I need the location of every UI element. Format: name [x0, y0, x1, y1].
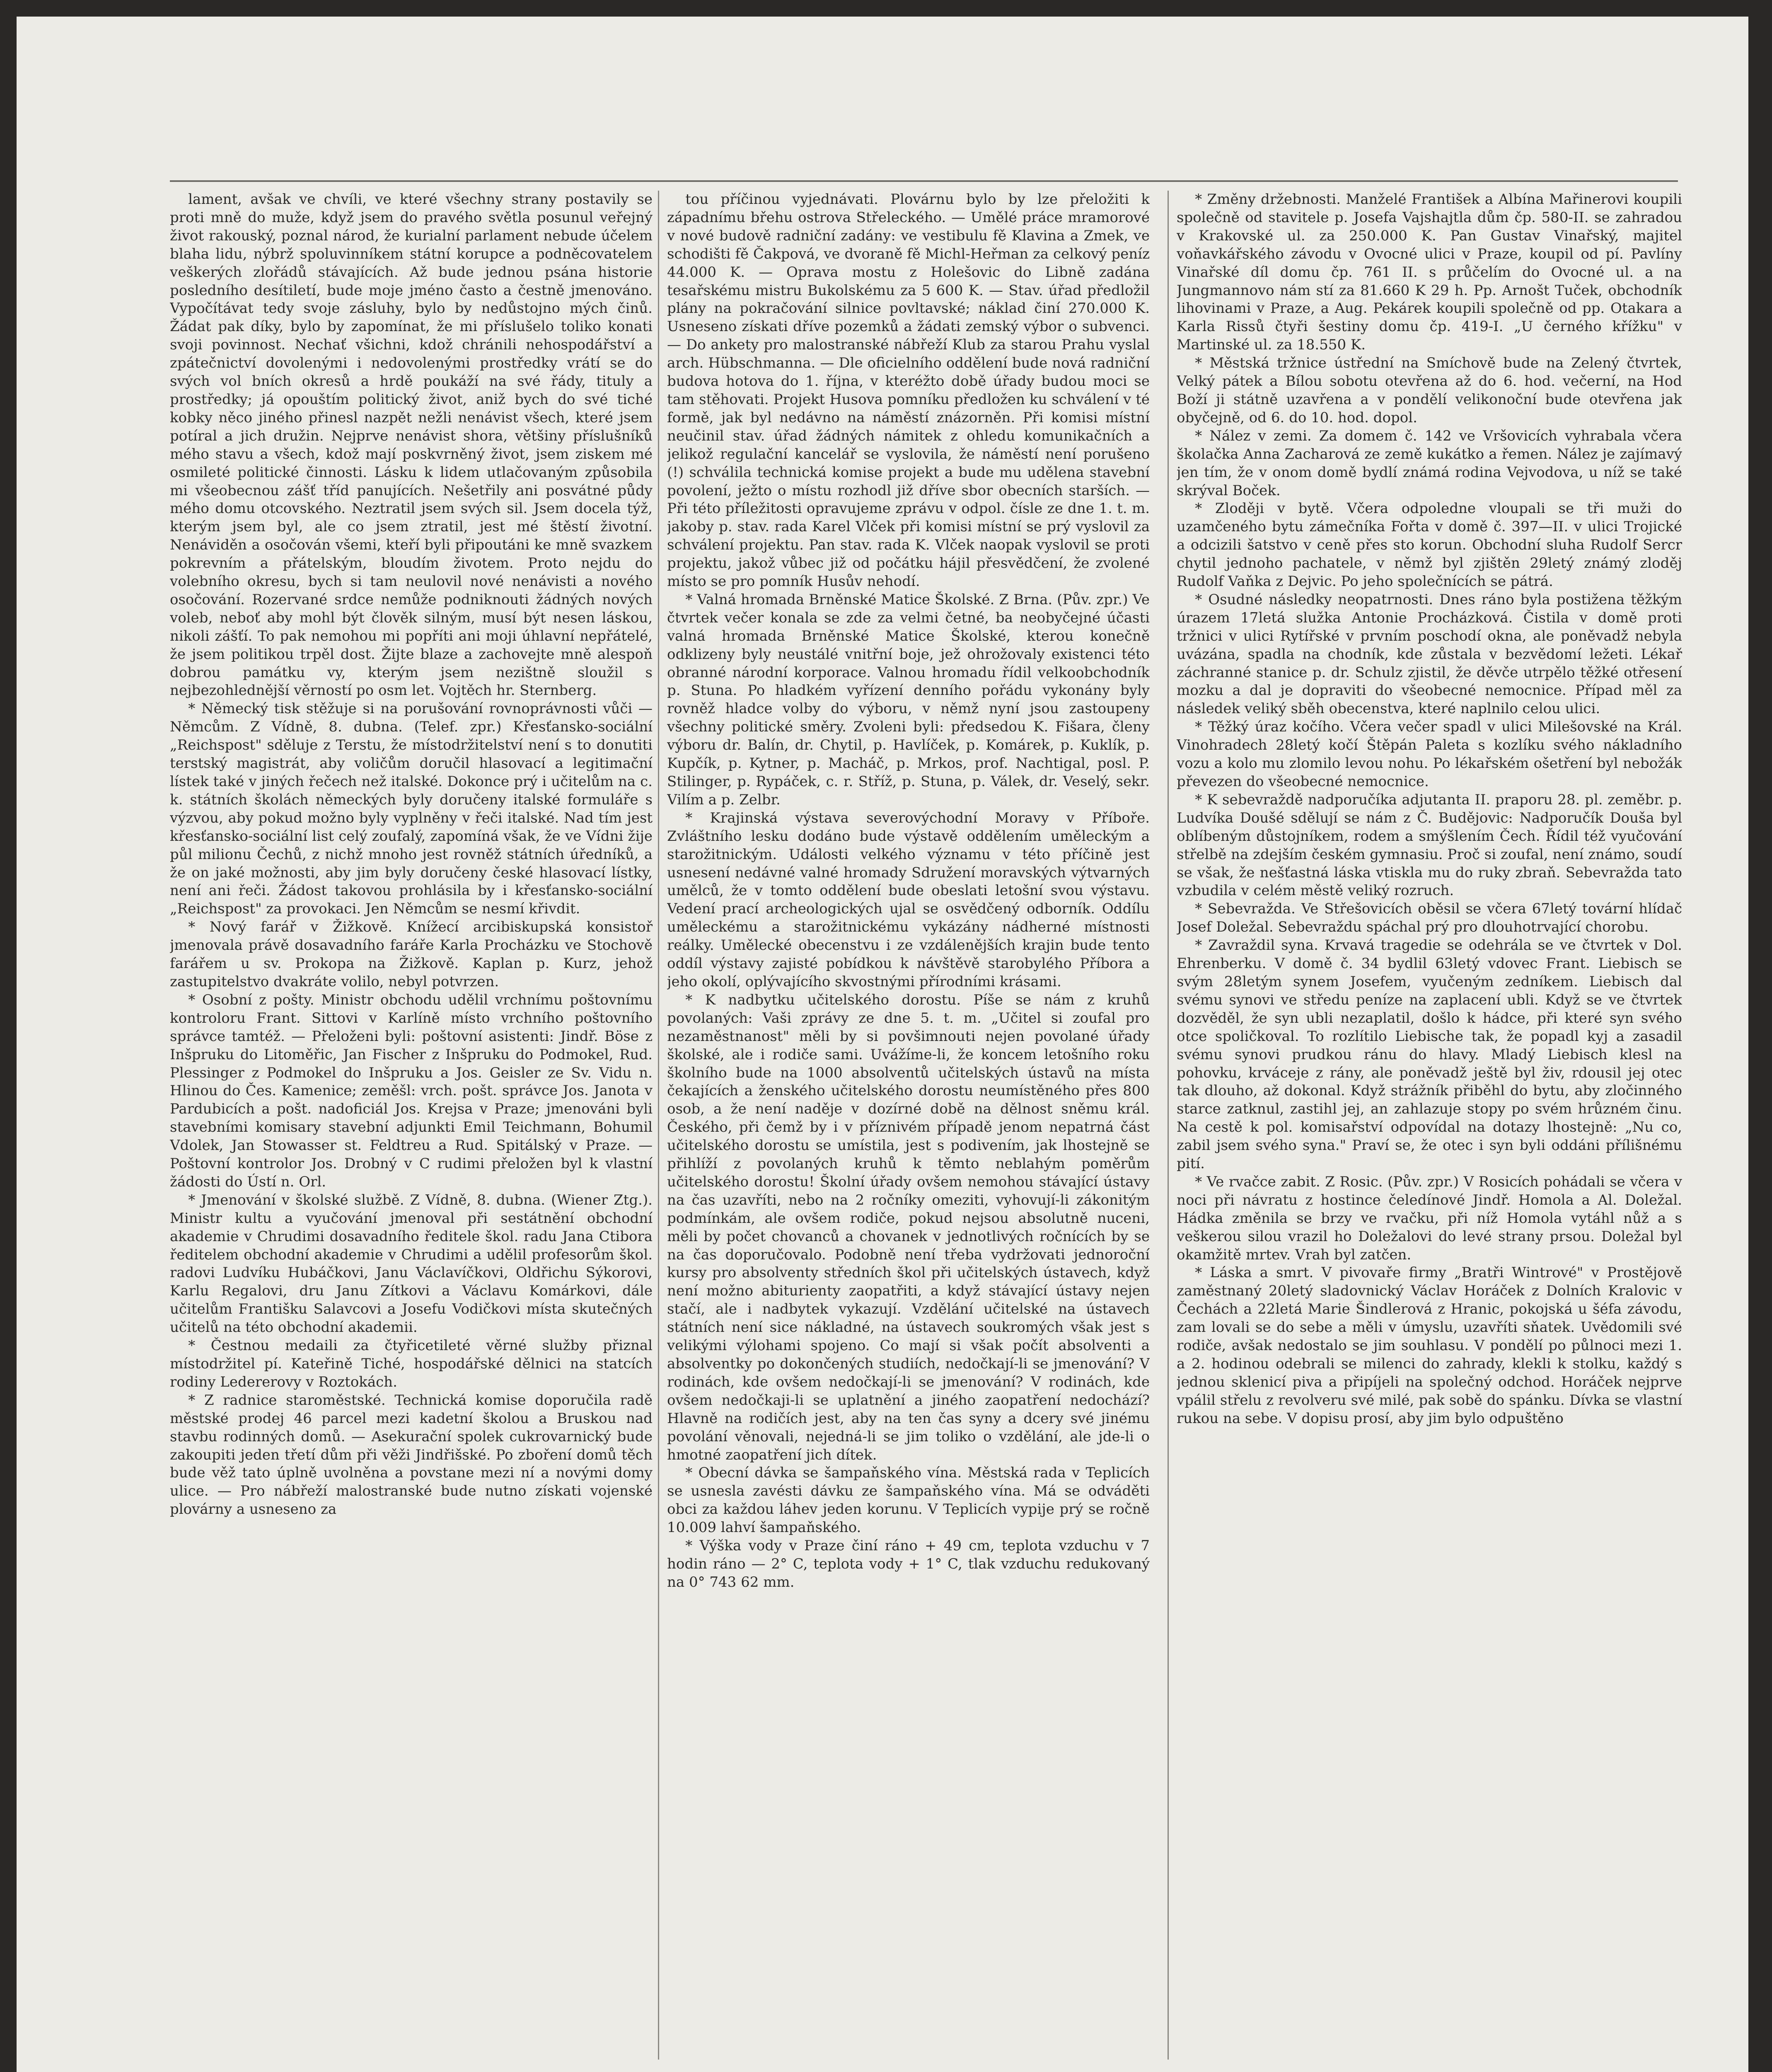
article-vyska-vody: * Výška vody v Praze činí ráno + 49 cm, teplota vzduchu v 7 hodin ráno — 2° C, teplota vody + 1° C, tlak vzduchu redukovaný na 0° 743 62 mm. [667, 1537, 1150, 1590]
article-tezky-uraz: * Těžký úraz kočího. Včera večer spadl v ulici Milešovské na Král. Vinohradech 28letý kočí Štěpán Paleta s kozlíku svého nákladního vozu a kolo mu zlomilo levou nohu. Po lékařském ošetření byl nebožák převezen do všeobecné nemocnice. [1177, 719, 1682, 790]
article-davka-sampanske: * Obecní dávka se šampaňského vína. Městská rada v Teplicích se usnesla zavésti dávku ze šampaňského vína. Má se odváděti obci za každou láhev jeden korunu. V Teplicích vypije prý se ročně 10.009 lahví šampaňského. [667, 1464, 1150, 1536]
article-osudne-nasledky: * Osudné následky neopatrnosti. Dnes ráno byla postižena těžkým úrazem 17letá služka Antonie Procházková. Čistila v domě proti tržnici v ulici Rytířské v prvním poschodí okna, ale poněvadž nebyla uvázána, spadla na chodník, kde zůstala v bezvědomí ležeti. Lékař záchranné stanice p. dr. Schulz zjistil, že děvče utrpělo těžké otřesení mozku a dal je dopraviti do všeobecné nemocnice. Případ měl za následek veliký sběh obecenstva, které naplnilo celou ulici. [1177, 591, 1682, 717]
article-ucitelsky-dorost: * K nadbytku učitelského dorostu. Píše se nám z kruhů povolaných: Vaši zprávy ze dne 5. t. m. „Učitel si zoufal pro nezaměstnanost" měli by si povšimnouti nejen povolané úřady školské, ale i rodiče sami. Uvážíme-li, že koncem letošního roku školního bude na 1000 absolventů učitelských ústavů na místa čekajících a ženského učitelského dorostu neumístěného přes 800 osob, a že není naděje v dozírné době na dělnost sněmu král. Českého, při čemž by i v příznivém případě jenom nepatrná část učitelského dorostu se umístila, jest s podivením, jak lhostejně se přihlíží z povolaných kruhů k těmto neblahým poměrům učitelského dorostu! Školní úřady ovšem nemohou stávající ústavy na čas uzavříti, nebo na 2 ročníky omeziti, vyhovují-li zákonitým podmínkám, ale ovšem rodiče, pokud nejsou absolutně nuceni, měli by počet chovanců a chovanek v jednotlivých ročnících by se na čas doporučovalo. Podobně není třeba vydržovati jednoroční kursy pro absolventy středních škol při učitelských ústavech, když není možno abiturienty zaopatřiti, a když stávající ústavy nejen stačí, ale i nadbytek vykazují. Vzdělání učitelské na ústavech státních není sice nákladné, na ústavech soukromých však jest s velikými výlohami spojeno. Co mají si však počít absolventi a absolventky po dokončených studiích, nedočkají-li se jmenování? V rodinách, kde ovšem nedočkají-li se jmenování? V rodinách, kde ovšem nedočkaji-li se uplatnění a jiného zaopatření nedochází? Hlavně na rodičích jest, aby na ten čas syny a dcery své jinému povolání věnovali, nejedná-li se jim toliko o vzdělání, ale jde-li o hmotné zaopatření jich dítek. [667, 991, 1150, 1463]
article-zavrazdil-syna: * Zavraždil syna. Krvavá tragedie se odehrála se ve čtvrtek v Dol. Ehrenberku. V domě č. 34 bydlil 63letý vdovec Frant. Liebisch se svým 28letým synem Josefem, vyučeným zedníkem. Liebisch dal svému synovi ve středu peníze na zaplacení ubli. Když se ve čtvrtek dozvěděl, že syn ubli nezaplatil, došlo k hádce, při které syn svého otce spoličkoval. To rozlítilo Liebische tak, že popadl kyj a zasadil svému synovi prudkou ránu do hlavy. Mladý Liebisch klesl na pohovku, krváceje z rány, ale poněvadž ještě byl živ, rdousil jej otec tak dlouho, až dokonal. Když strážník přiběhl do bytu, aby zločinného starce zatknul, zastihl jej, an zahlazuje stopy po svém hrůzném činu. Na cestě k pol. komisařství odpovídal na dotazy lhostejně: „Nu co, zabil jsem svého syna." Praví se, že otec i syn byli oddáni přílišnému pití. [1177, 937, 1682, 1172]
article-vystava-pribor: * Krajinská výstava severovýchodní Moravy v Příboře. Zvláštního lesku dodáno bude výstavě oddělením uměleckým a starožitnickým. Události velkého významu v této příčině jest usnesení nedávné valné hromady Sdružení moravských výtvarných umělců, že v tomto oddělení bude obeslati letošní svou výstavu. Vedení prací archeologických ujal se osvědčený odborník. Oddílu uměleckému a starožitnickému vykázány nádherné místnosti reálky. Umělecké obecenstvu i ze vzdálenějších krajin bude tento oddíl výstavy zajisté pobídkou k návštěvě starobylého Příbora a jeho okolí, oplývajícího skvostnými přírodními krásami. [667, 809, 1150, 990]
top-rule [170, 180, 1678, 182]
text-column-right [1177, 191, 1682, 2060]
article-brnenska-matice: * Valná hromada Brněnské Matice Školské. Z Brna. (Pův. zpr.) Ve čtvrtek večer konala se zde za velmi četné, ba neobyčejné účasti valná hromada Brněnské Matice Školské, kterou konečně odklizeny byly neustálé vnitřní boje, jež ohrožovaly existenci této obranné národní korporace. Valnou hromadu řídil velkoobchodník p. Stuna. Po hladkém vyřízení denního pořádu vykonány byly rovněž hladce volby do výboru, v němž nyní jsou zastoupeny všechny politické směry. Zvoleni byli: předsedou K. Fišara, členy výboru dr. Balín, dr. Chytil, p. Havlíček, p. Komárek, p. Kuklík, p. Kupčík, p. Kytner, p. Macháč, p. Mrkos, prof. Nachtigal, posl. P. Stilinger, p. Rypáček, c. r. Stříž, p. Stuna, p. Válek, dr. Veselý, sekr. Vilím a p. Zelbr. [667, 591, 1150, 808]
article-nemecky-tisk: * Německý tisk stěžuje si na porušování rovnoprávnosti vůči — Němcům. Z Vídně, 8. dubna. (Telef. zpr.) Křesťansko-sociální „Reichspost" sděluje z Terstu, že místodržitelství není s to donutiti terstský magistrát, aby voličům doručil hlasovací a legitimační lístek také v jiných řečech než italské. Dokonce prý i učitelům na c. k. státních školách německých byly doručeny italské formuláře s výzvou, aby pokud možno byly vyplněny v řeči italské. Nad tím jest křesťansko-sociální list celý zoufalý, zapomíná však, že ve Vídni žije půl milionu Čechů, z nichž mnoho jest rovněž státních úředníků, a že on jaké možnosti, aby jim byly doručeny české hlasovací lístky, není ani řeči. Žádost takovou prohlásila by i křesťansko-sociální „Reichspost" za provokaci. Jen Němcům se nesmí křivdit. [170, 700, 653, 917]
article-osobni-z-posty: * Osobní z pošty. Ministr obchodu udělil vrchnímu poštovnímu kontroloru Frant. Sittovi v Karlíně místo vrchního poštovního správce tamtéž. — Přeloženi byli: poštovní asistenti: Jindř. Böse z Inšpruku do Litoměřic, Jan Fischer z Inšpruku do Podmokel, Rud. Plessinger z Podmokel do Inšpruku a Jos. Geisler ze Sv. Vidu n. Hlinou do Čes. Kamenice; zeměšl: vrch. pošt. správce Jos. Janota v Pardubicích a pošt. nadoficiál Jos. Krejsa v Praze; jmenováni byli stavebními komisary stavební adjunkti Emil Teichmann, Bohumil Vdolek, Jan Stowasser st. Feldtreu a Rud. Spitálský v Praze. — Poštovní kontrolor Jos. Drobný v C rudimi přeložen byl k vlastní žádosti do Ústí n. Orl. [170, 991, 653, 1190]
article-cestna-medaile: * Čestnou medaili za čtyřicetileté věrné služby přiznal místodržitel pí. Kateřině Tiché, hospodářské dělnici na statcích rodiny Ledererovy v Roztokách. [170, 1337, 653, 1390]
article-radnice-continued: tou příčinou vyjednávati. Plovárnu bylo by lze přeložiti k západnímu břehu ostrova Střeleckého. — Umělé práce mramorové v nové budově radniční zadány: ve vestibulu fě Klavina a Zmek, ve schodišti fě Čakpová, ve dvoraně fě Michl-Heřman za celkový peníz 44.000 K. — Oprava mostu z Holešovic do Libně zadána tesařskému mistru Bukolskému za 5 600 K. — Stav. úřad předložil plány na pokračování silnice povltavské; náklad činí 270.000 K. Usneseno získati dříve pozemků a žádati zemský výbor o subvenci. — Do ankety pro malostranské nábřeží Klub za starou Prahu vyslal arch. Hübschmanna. — Dle oficielního oddělení bude nová radniční budova hotova do 1. října, v kteréžto době úřady budou moci se tam stěhovati. Projekt Husova pomníku předložen ku schválení v té formě, jak byl nedávno na náměstí znázorněn. Při komisi místní neučinil stav. úřad žádných námitek z ohledu komunikačních a jelikož regulační kancelář se vyslovila, že náměstí není porušeno (!) schválila technická komise projekt a bude mu udělena stavební povolení, ježto o místu rozhodl již dříve sbor obecních starších. — Při této příležitosti opravujeme zprávu v odpol. čísle ze dne 1. t. m. jakoby p. stav. rada Karel Vlček při komisi místní se prý vyslovil za schválení projektu. Pan stav. rada K. Vlček naopak vyslovil se proti projektu, jakož vůbec již od počátku hájil přesvědčení, že zvolené místo se pro pomník Husův nehodí. [667, 191, 1150, 590]
article-zmeny-drzebnosti: * Změny držebnosti. Manželé František a Albína Mařinerovi koupili společně od stavitele p. Josefa Vajshajtla dům čp. 580-II. se zahradou v Krakovské ul. za 250.000 K. Pan Gustav Vinařský, majitel voňavkářského závodu v Ovocné ulici v Praze, koupil od pí. Pavlíny Vinařské díl domu čp. 761 II. s průčelím do Ovocné ul. a na Jungmannovo nám stí za 81.660 K 29 h. Pp. Arnošt Tuček, obchodník lihovinami v Praze, a Aug. Pekárek koupili společně od pp. Otakara a Karla Rissů čtyři šestiny domu čp. 419-I. „U černého křížku" v Martinské ul. za 18.550 K. [1177, 191, 1682, 353]
article-sternberg-letter: lament, avšak ve chvíli, ve které všechny strany postavily se proti mně do muže, když jsem do pravého světla posunul veřejný život rakouský, poznal národ, že kurialní parlament nebude účelem blaha lidu, nýbrž spoluvinníkem státní korupce a podněcovatelem veškerých zlořádů stávajících. Až bude jednou psána historie posledního desítiletí, bude moje jméno často a čestně jmenováno. Vypočítávat tedy svoje zásluhy, bylo by nedůstojno mých činů. Žádat pak díky, bylo by zapomínat, že mi příslušelo toliko konati svoji povinnost. Nechať všichni, kdož chránili nehospodářství a zpátečnictví dovolenými i nedovolenými prostředky vrátí se do svých vol bních okresů a hrdě poukáží na své řády, tituly a prostředky; já opouštím politický život, aniž bych do své tiché kobky něco jiného přinesl nazpět nežli nenávist všech, které jsem potíral a jich družin. Nejprve nenávist shora, většiny příslušníků mého stavu a všech, kdož mají poskvrněný život, jsem ziskem mé osmileté politické činnosti. Lásku k lidem utlačovaným způsobila mi všeobecnou zášť tříd panujících. Nešetřily ani posvátné půdy mého domu otcovského. Neztratil jsem svých sil. Jsem docela týž, kterým jsem byl, ale co jsem ztratil, jest mé štěstí životní. Nenáviděn a osočován všemi, kteří byli připoutáni ke mně svazkem pokrevním a přátelským, bloudím životem. Proto nejdu do volebního okresu, bych si tam neulovil nové nenávisti a nového osočování. Rozervané srdce nemůže podniknouti žádných nových voleb, neboť aby mohl být člověk silným, musí být nesen láskou, nikoli zášťí. To pak nemohou mi popříti ani moji úhlavní nepřátelé, že jsem politikou trpěl dost. Žijte blaze a zachovejte mně alespoň dobrou památku vy, kterým jsem nezištně sloužil s nejbezohlednější věrností po osm let. Vojtěch hr. Sternberg. [170, 191, 653, 699]
article-jmenovani-skolske: * Jmenování v školské službě. Z Vídně, 8. dubna. (Wiener Ztg.). Ministr kultu a vyučování jmenoval při sestátnění obchodní akademie v Chrudimi dosavadního ředitele škol. radu Jana Ctibora ředitelem obchodní akademie v Chrudimi a udělil profesorům škol. radovi Ludvíku Hubáčkovi, Janu Václavíčkovi, Oldřichu Sýkorovi, Karlu Regalovi, dru Janu Zítkovi a Václavu Komárkovi, dále učitelům Františku Salavcovi a Josefu Vodičkovi místa skutečných učitelů na této obchodní akademii. [170, 1191, 653, 1336]
article-nalez-v-zemi: * Nález v zemi. Za domem č. 142 ve Vršovicích vyhrabala včera školačka Anna Zacharová ze země kukátko a řemen. Nález je zajímavý jen tím, že v onom domě bydlí známá rodina Vejvodova, u níž se také skrýval Boček. [1177, 427, 1682, 499]
article-mestska-trznice: * Městská tržnice ústřední na Smíchově bude na Zelený čtvrtek, Velký pátek a Bílou sobotu otevřena až do 6. hod. večerní, na Hod Boží ji státně uzavřena a v pondělí velikonoční bude otevřena jak obyčejně, od 6. do 10. hod. dopol. [1177, 355, 1682, 426]
article-radnice-staromestska: * Z radnice staroměstské. Technická komise doporučila radě městské prodej 46 parcel mezi kadetní školou a Bruskou nad stavbu rodinných domů. — Asekurační spolek cukrovarnický bude zakoupiti jeden třetí dům při věži Jindřišské. Po zboření domů těch bude věž tato úplně uvolněna a povstane mezi ní a novými domy ulice. — Pro nábřeží malostranské bude nutno získati vojenské plovárny a usneseno za [170, 1392, 653, 1518]
newspaper-page [17, 17, 1748, 2072]
article-novy-farar: * Nový farář v Žižkově. Knížecí arcibiskupská konsistoř jmenovala právě dosavadního faráře Karla Procházku ve Stochově farářem u sv. Prokopa na Žižkově. Kaplan p. Kurz, jehož zastupitelstvo dvakráte volilo, nebyl potvrzen. [170, 919, 653, 990]
article-ve-rvacce-zabit: * Ve rvačce zabit. Z Rosic. (Pův. zpr.) V Rosicích pohádali se včera v noci při návratu z hostince čeledínové Jindř. Homola a Al. Doležal. Hádka změnila se brzy ve rvačku, při níž Homola vytáhl nůž a s veškerou silou vrazil ho Doležalovi do levé strany prsou. Doležal byl okamžitě mrtev. Vrah byl zatčen. [1177, 1173, 1682, 1263]
article-sebevrazda-nadporucika: * K sebevraždě nadporučíka adjutanta II. praporu 28. pl. zeměbr. p. Ludvíka Doušé sdělují se nám z Č. Budějovic: Nadporučík Douša byl oblíbeným důstojníkem, rodem a smýšlením Čech. Řídil též vyučování střelbě na zdejším českém gymnasiu. Proč si zoufal, není známo, soudí se však, že nešťastná láska vtiskla mu do ruky zbraň. Sebevražda tato vzbudila v celém městě veliký rozruch. [1177, 791, 1682, 899]
article-sebevrazda: * Sebevražda. Ve Střešovicích oběsil se včera 67letý tovární hlídač Josef Doležal. Sebevraždu spáchal prý pro dlouhotrvající chorobu. [1177, 900, 1682, 936]
column-divider [658, 191, 659, 2060]
text-column-left [170, 191, 653, 2060]
article-laska-a-smrt: * Láska a smrt. V pivovaře firmy „Bratři Wintrové" v Prostějově zaměstnaný 20letý sladovnický Václav Horáček z Dolních Kralovic v Čechách a 22letá Marie Šindlerová z Hranic, pokojská u šéfa závodu, zam lovali se do sebe a měli v úmyslu, uzavříti sňatek. Uvědomili své rodiče, avšak nedostalo se jim souhlasu. V pondělí po půlnoci mezi 1. a 2. hodinou odebrali se milenci do zahrady, klekli k stolku, každý s jednou sklenicí piva a připíjeli na společný odchod. Horáček nejprve vpálil střelu z revolveru své milé, pak sobě do spánku. Dívka se vlastní rukou na sebe. V dopisu prosí, aby jim bylo odpuštěno [1177, 1264, 1682, 1427]
article-zlodeji-v-byte: * Zloději v bytě. Včera odpoledne vloupali se tři muži do uzamčeného bytu zámečníka Fořta v domě č. 397—II. v ulici Trojické a odcizili šatstvo v ceně přes sto korun. Obchodní sluha Rudolf Sercr chytil jednoho pachatele, v němž byl zjištěn 29letý známý zloděj Rudolf Vaňka z Dejvic. Po jeho společnících se pátrá. [1177, 500, 1682, 590]
text-column-middle [667, 191, 1150, 2060]
column-divider [1168, 191, 1169, 2060]
